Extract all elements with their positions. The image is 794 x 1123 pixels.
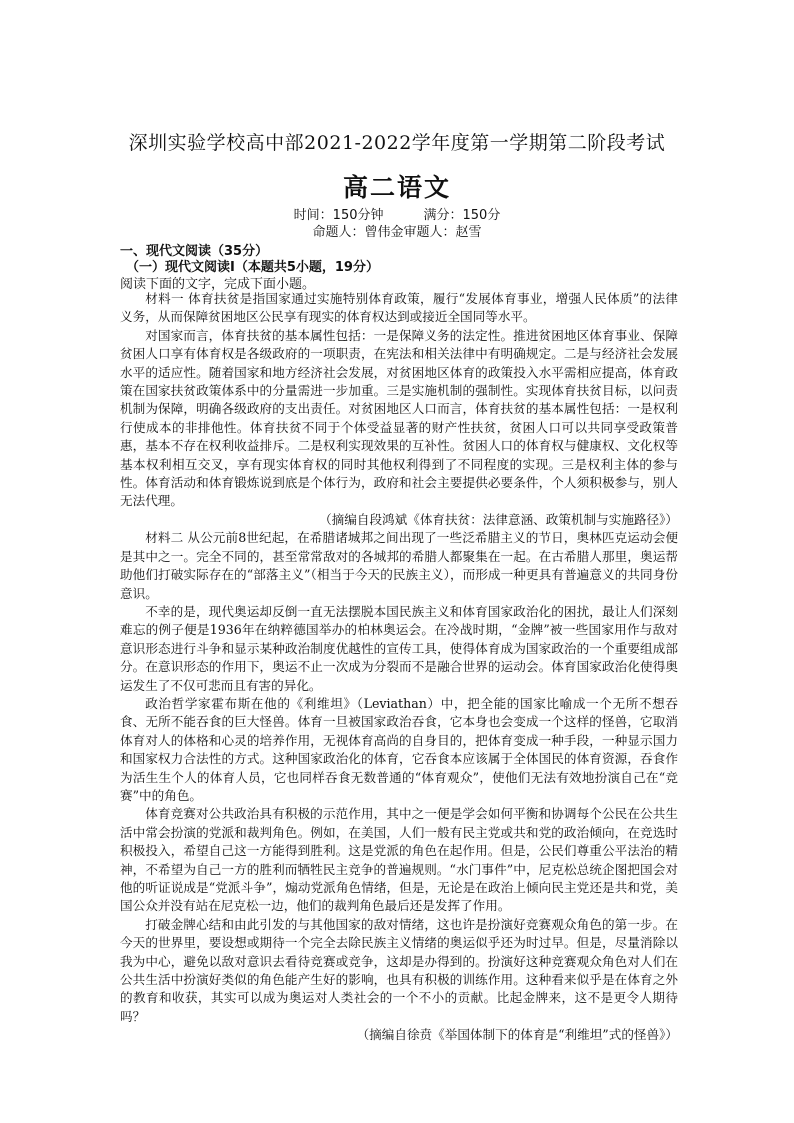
paragraph: 对国家而言，体育扶贫的基本属性包括：一是保障义务的法定性。推进贫困地区体育事业、保障贫困人口享有体育权是各级政府的一项职责，在宪法和相关法律中有明确规定。二是与经济社会发展水平的适应性。随着国家和地方经济社会发展，对贫困地区体育的政策投入水平需相应提高，体育政策在国家扶贫政策体系中的分量需进一步加重。三是实施机制的强制性。实现体育扶贫目标，以问责机制为保障，明确各级政府的支出责任。对贫困地区人口而言，体育扶贫的基本属性包括：一是权利行使成本的非排他性。体育扶贫不同于个体受益显著的财产性扶贫，贫困人口可以共同享受政策普惠，基本不存在权利收益排斥。二是权利实现效果的互补性。贫困人口的体育权与健康权、文化权等基本权利相互交叉，享有现实体育权的同时其他权利得到了不同程度的实现。三是权利主体的参与性。体育活动和体育锻炼说到底是个体行为，政府和社会主要提供必要条件，个人须积极参与，别人无法代理。 [120, 327, 678, 509]
exam-authors: 命题人：曾伟金审题人：赵雪 [312, 225, 482, 240]
paragraph: 打破金牌心结和由此引发的与其他国家的敌对情绪，这也许是扮演好竞赛观众角色的第一步。在今天的世界里，要设想或期待一个完全去除民族主义情绪的奥运似乎还为时过早。但是，尽量消除以我为中心，避免以敌对意识去看待竞赛或竞争，这却是办得到的。扮演好这种竞赛观众角色对人们在公共生活中扮演好类似的角色能产生好的影响，也具有积极的训练作用。这种看来似乎是在体育之外的教育和收获，其实可以成为奥运对人类社会的一个不小的贡献。比起金牌来，这不是更令人期待吗？ [120, 916, 678, 1024]
source-note: （摘编自段鸿斌《体育扶贫：法律意涵、政策机制与实施路径》） [319, 511, 678, 527]
paragraph: 不幸的是，现代奥运却反倒一直无法摆脱本国民族主义和体育国家政治化的困扰，最让人们深刻难忘的例子便是1936年在纳粹德国举办的柏林奥运会。在冷战时期，“金牌”被一些国家用作与敌对意识形态进行斗争和显示某种政治制度优越性的宣传工具，使得体育成为国家政治的一个重要组成部分。在意识形态的作用下，奥运不止一次成为分裂而不是融合世界的运动会。体育国家政治化使得奥运发生了不仅可悲而且有害的异化。 [120, 603, 678, 693]
exam-time: 时间：150分钟 [293, 208, 384, 223]
reading-passage [120, 290, 678, 1045]
exam-score: 满分：150分 [423, 208, 501, 223]
section-title: 一、现代文阅读（35分） [120, 244, 269, 259]
reading-instruction: 阅读下面的文字，完成下面小题。 [120, 277, 316, 292]
paragraph: 体育竞赛对公共政治具有积极的示范作用，其中之一便是学会如何平衡和协调每个公民在公共生活中常会扮演的党派和裁判角色。例如，在美国，人们一般有民主党或共和党的政治倾向，在竞选时积极投入，希望自己这一方能得到胜利。这是党派的角色在起作用。但是，公民们尊重公平法治的精神，不希望为自己一方的胜利而牺牲民主竞争的普遍规则。“水门事件”中，尼克松总统企图把国会对他的听证说成是“党派斗争”，煽动党派角色情绪，但是，无论是在政治上倾向民主党还是共和党，美国公众并没有站在尼克松一边，他们的裁判角色最后还是发挥了作用。 [120, 806, 678, 914]
paragraph: 材料一 体育扶贫是指国家通过实施特别体育政策，履行“发展体育事业，增强人民体质”的法律义务，从而保障贫困地区公民享有现实的体育权达到或接近全国同等水平。 [120, 291, 678, 325]
paragraph: 政治哲学家霍布斯在他的《利维坦》（Leviathan）中，把全能的国家比喻成一个无所不想吞食、无所不能吞食的巨大怪兽。体育一旦被国家政治吞食，它本身也会变成一个这样的怪兽，它取消体育对人的体格和心灵的培养作用，无视体育高尚的自身目的，把体育变成一种手段，一种显示国力和国家权力合法性的方式。这种国家政治化的体育，它吞食本应该属于全体国民的体育资源，吞食作为活生生个人的体育人员，它也同样吞食无数普通的“体育观众”，使他们无法有效地扮演自己在“竞赛”中的角色。 [120, 695, 678, 803]
exam-title: 深圳实验学校高中部2021-2022学年度第一学期第二阶段考试 [128, 132, 666, 154]
subject-title: 高二语文 [342, 173, 451, 202]
source-note: （摘编自徐贲《举国体制下的体育是“利维坦”式的怪兽》） [356, 1027, 678, 1043]
paragraph: 材料二 从公元前8世纪起，在希腊诸城邦之间出现了一些泛希腊主义的节日，奥林匹克运动会便是其中之一。完全不同的，甚至常常敌对的各城邦的希腊人都聚集在一起。在古希腊人那里，奥运帮助他们打破实际存在的“部落主义”（相当于今天的民族主义），而形成一种更具有普遍意义的共同身份意识。 [120, 530, 678, 601]
subsection-title: （一）现代文阅读Ⅰ（本题共5小题，19分） [126, 260, 379, 275]
